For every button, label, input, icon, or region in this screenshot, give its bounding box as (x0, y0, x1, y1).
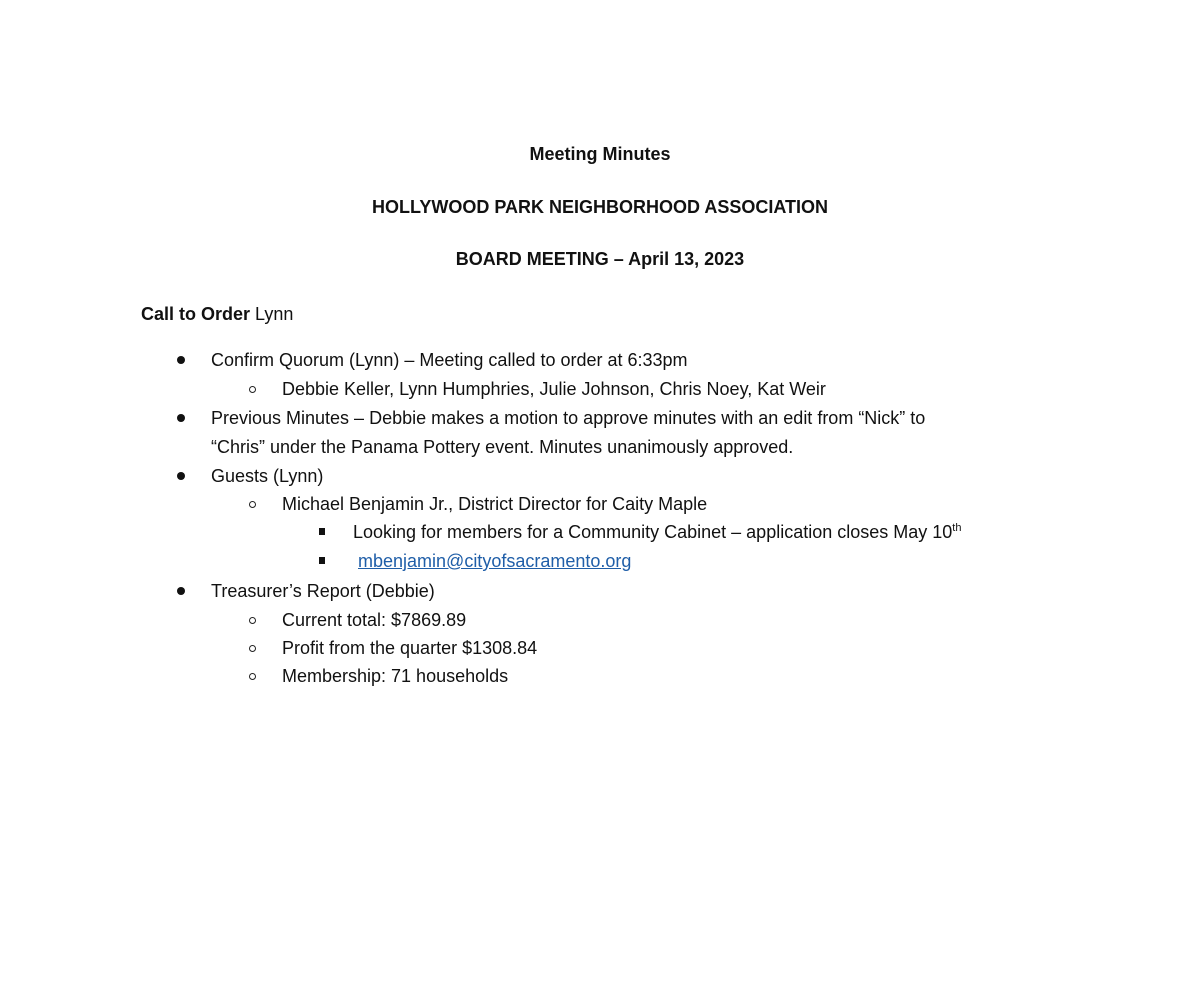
bullet-circle-icon (249, 645, 256, 652)
cabinet-text: Looking for members for a Community Cabinet – application closes May 10 (353, 522, 953, 542)
cabinet-superscript: th (952, 522, 962, 534)
attendees-item: Debbie Keller, Lynn Humphries, Julie Johnson, Chris Noey, Kat Weir (282, 379, 826, 399)
bullet-square-icon (319, 528, 325, 535)
bullet-disc-icon (177, 414, 185, 422)
quorum-item: Confirm Quorum (Lynn) – Meeting called to order at 6:33pm (211, 350, 688, 370)
bullet-circle-icon (249, 386, 256, 393)
email-item (358, 550, 631, 572)
bullet-circle-icon (249, 617, 256, 624)
call-to-order-name: Lynn (255, 304, 294, 324)
cabinet-item (353, 521, 961, 543)
bullet-circle-icon (249, 673, 256, 680)
current-total-item: Current total: $7869.89 (282, 610, 467, 630)
treasurer-item: Treasurer’s Report (Debbie) (211, 581, 435, 601)
document-title: Meeting Minutes (529, 144, 671, 164)
profit-item: Profit from the quarter $1308.84 (282, 638, 538, 658)
previous-minutes-line-1: Previous Minutes – Debbie makes a motion to approve minutes with an edit from “Nick” to (211, 408, 926, 428)
call-to-order (141, 303, 293, 325)
bullet-disc-icon (177, 356, 185, 364)
bullet-circle-icon (249, 501, 256, 508)
guest-name-item: Michael Benjamin Jr., District Director for Caity Maple (282, 494, 708, 514)
call-to-order-label: Call to Order (141, 304, 251, 324)
meeting-heading: BOARD MEETING – April 13, 2023 (455, 249, 745, 269)
bullet-square-icon (319, 557, 325, 564)
email-link[interactable]: mbenjamin@cityofsacramento.org (358, 551, 632, 571)
membership-item: Membership: 71 households (282, 666, 509, 686)
previous-minutes-line-2: “Chris” under the Panama Pottery event. Minutes unanimously approved. (211, 437, 794, 457)
bullet-disc-icon (177, 472, 185, 480)
guests-item: Guests (Lynn) (211, 466, 324, 486)
organization-name: HOLLYWOOD PARK NEIGHBORHOOD ASSOCIATION (371, 197, 828, 217)
bullet-disc-icon (177, 587, 185, 595)
